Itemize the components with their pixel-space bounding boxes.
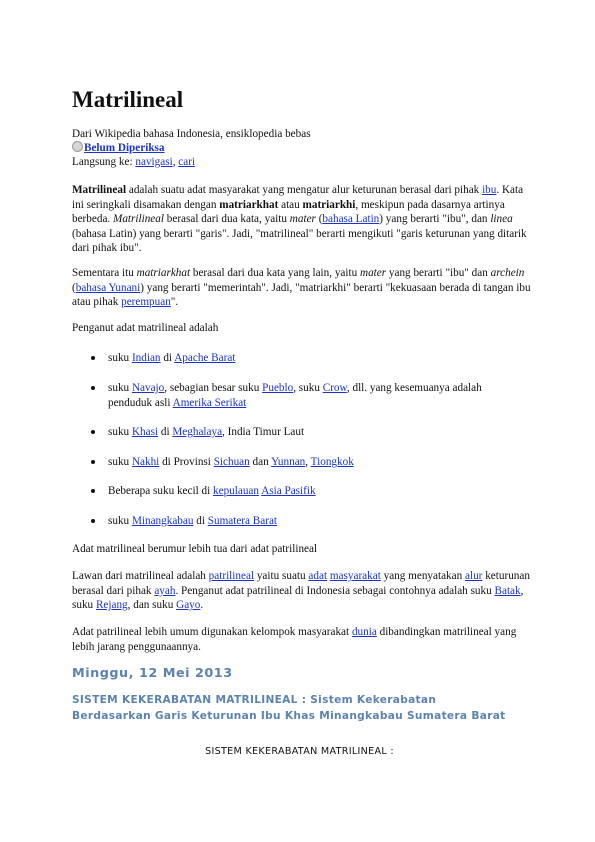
patrilineal-paragraph — [72, 569, 532, 613]
text: Sementara itu — [72, 267, 137, 279]
text: ) yang berarti "memerintah". Jadi, "matriarkhi" berarti "kekuasaan berada di tangan ibu atau pihak — [72, 281, 531, 309]
emphasis: Matrilineal — [113, 213, 164, 226]
link-adat[interactable]: adat — [308, 570, 328, 582]
text: Beberapa suku kecil di — [108, 485, 214, 497]
bullet — [91, 489, 95, 493]
jump-separator: , — [172, 156, 179, 168]
emphasis: linea — [490, 213, 513, 226]
text: berasal dari dua kata, yaitu — [163, 213, 290, 226]
link-apache-barat[interactable]: Apache Barat — [174, 352, 236, 364]
link-perempuan[interactable]: perempuan — [121, 296, 171, 309]
unreviewed-status-icon — [72, 141, 83, 152]
emphasis: mater — [360, 267, 387, 279]
intro-paragraph — [72, 183, 532, 256]
text: di — [160, 352, 175, 364]
link-pueblo[interactable]: Pueblo — [262, 382, 294, 394]
bullet — [91, 356, 95, 360]
text: suku — [108, 426, 132, 438]
text: , meskipun pada dasarnya artinya berbeda. — [72, 198, 505, 226]
list-item — [108, 351, 518, 366]
bullet — [91, 519, 95, 523]
text: suku — [108, 382, 132, 394]
blog-post-subtitle: SISTEM KEKERABATAN MATRILINEAL : — [205, 746, 394, 757]
link-ibu[interactable]: ibu — [482, 184, 497, 196]
link-nakhi[interactable]: Nakhi — [131, 456, 160, 468]
list-item — [108, 425, 518, 440]
list-item — [108, 455, 518, 470]
text: Lawan dari matrilineal adalah — [72, 570, 209, 582]
text: , dll. yang kesemuanya adalah penduduk asli — [108, 382, 482, 409]
review-status — [72, 141, 165, 155]
age-paragraph: Adat matrilineal berumur lebih tua dari adat patrilineal — [72, 543, 318, 555]
link-dunia[interactable]: dunia — [351, 626, 377, 638]
text: , suku — [293, 382, 323, 394]
link-amerika-serikat[interactable]: Amerika Serikat — [172, 396, 247, 409]
text: , dan suku — [127, 599, 177, 612]
link-navajo[interactable]: Navajo — [131, 382, 165, 394]
text: ". — [170, 296, 179, 309]
link-minangkabau[interactable]: Minangkabau — [131, 515, 194, 527]
link-yunnan[interactable]: Yunnan — [271, 456, 306, 468]
term-matrilineal: Matrilineal — [72, 184, 127, 196]
text: dibandingkan matrilineal yang lebih jarang penggunaannya. — [72, 626, 517, 653]
text: , India Timur Laut — [222, 426, 305, 438]
link-batak[interactable]: Batak — [494, 584, 521, 597]
bullet — [91, 386, 95, 390]
link-crow[interactable]: Crow — [322, 382, 347, 394]
text: yang berarti "ibu" dan — [386, 267, 491, 279]
link-asia-pasifik[interactable]: Asia Pasifik — [261, 485, 316, 497]
search-link[interactable]: cari — [178, 156, 196, 168]
text: , — [305, 456, 311, 468]
bullet — [91, 430, 95, 434]
etymology-paragraph — [72, 266, 532, 310]
link-indian[interactable]: Indian — [131, 352, 161, 364]
text: di — [193, 515, 208, 527]
link-patrilineal[interactable]: patrilineal — [208, 570, 255, 582]
text: adalah suatu adat masyarakat yang mengatur alur keturunan berasal dari pihak — [126, 184, 483, 196]
text: atau — [278, 198, 303, 211]
text: suku — [108, 352, 132, 364]
jump-to-line — [72, 155, 195, 169]
list-item — [108, 381, 518, 410]
text: berasal dari dua kata yang lain, yaitu — [190, 267, 360, 279]
link-bahasa-yunani[interactable]: bahasa Yunani — [75, 281, 141, 294]
text: yaitu suatu — [254, 570, 309, 582]
blog-post-date: Minggu, 12 Mei 2013 — [72, 666, 233, 681]
emphasis: archein — [490, 267, 525, 279]
link-khasi[interactable]: Khasi — [131, 426, 159, 438]
text: suku — [108, 456, 132, 468]
unreviewed-link[interactable]: Belum Diperiksa — [84, 142, 165, 154]
text: Adat patrilineal lebih umum digunakan kelompok masyarakat — [72, 626, 352, 638]
patrilineal-usage-paragraph — [72, 625, 532, 654]
link-rejang[interactable]: Rejang — [95, 599, 128, 612]
text: , sebagian besar suku — [164, 382, 263, 394]
link-kepulauan[interactable]: kepulauan — [213, 485, 259, 497]
jump-prefix: Langsung ke: — [72, 156, 136, 168]
text: suku — [108, 515, 132, 527]
text: . — [200, 599, 204, 612]
text: , suku — [72, 584, 524, 612]
link-alur[interactable]: alur — [465, 570, 483, 582]
link-masyarakat[interactable]: masyarakat — [329, 570, 381, 582]
text: ( — [72, 281, 76, 294]
list-item — [108, 484, 518, 499]
link-sumatera-barat[interactable]: Sumatera Barat — [207, 515, 278, 527]
blog-post-title[interactable]: SISTEM KEKERABATAN MATRILINEAL : Sistem Kekerabatan Berdasarkan Garis Keturunan Ibu Khas Minangkabau Sumatera Barat — [72, 694, 506, 722]
navigation-link[interactable]: navigasi — [135, 156, 173, 168]
text: keturunan berasal dari pihak — [72, 570, 530, 597]
source-line: Dari Wikipedia bahasa Indonesia, ensiklopedia bebas — [72, 128, 311, 140]
text: . Penganut adat patrilineal di Indonesia sebagai contohnya adalah suku — [175, 584, 495, 597]
link-tiongkok[interactable]: Tiongkok — [310, 456, 354, 468]
text: di — [158, 426, 173, 438]
text: ( — [315, 213, 323, 226]
link-gayo[interactable]: Gayo — [176, 599, 201, 612]
adherents-intro: Penganut adat matrilineal adalah — [72, 322, 219, 334]
bullet — [91, 460, 95, 464]
link-ayah[interactable]: ayah — [154, 584, 176, 597]
text: (bahasa Latin) yang berarti "garis". Jadi, "matrilineal" berarti mengikuti "garis keturunan yang ditarik dari pihak ibu". — [72, 227, 527, 255]
list-item — [108, 514, 518, 529]
link-sichuan[interactable]: Sichuan — [213, 456, 250, 468]
text: . Kata ini seringkali disamakan dengan — [72, 184, 524, 211]
text: yang menyatakan — [380, 570, 465, 582]
emphasis: matriarkhat — [136, 267, 191, 279]
text: ) yang berarti "ibu", dan — [379, 213, 491, 226]
text: dan — [249, 456, 272, 468]
term-matriarkhi: matriarkhi — [302, 198, 356, 211]
text: di Provinsi — [159, 456, 214, 468]
page-title: Matrilineal — [72, 87, 184, 112]
link-meghalaya[interactable]: Meghalaya — [172, 426, 223, 438]
term-matriarkhat: matriarkhat — [219, 198, 279, 211]
emphasis: mater — [289, 213, 316, 226]
link-bahasa-latin[interactable]: bahasa Latin — [322, 213, 380, 226]
